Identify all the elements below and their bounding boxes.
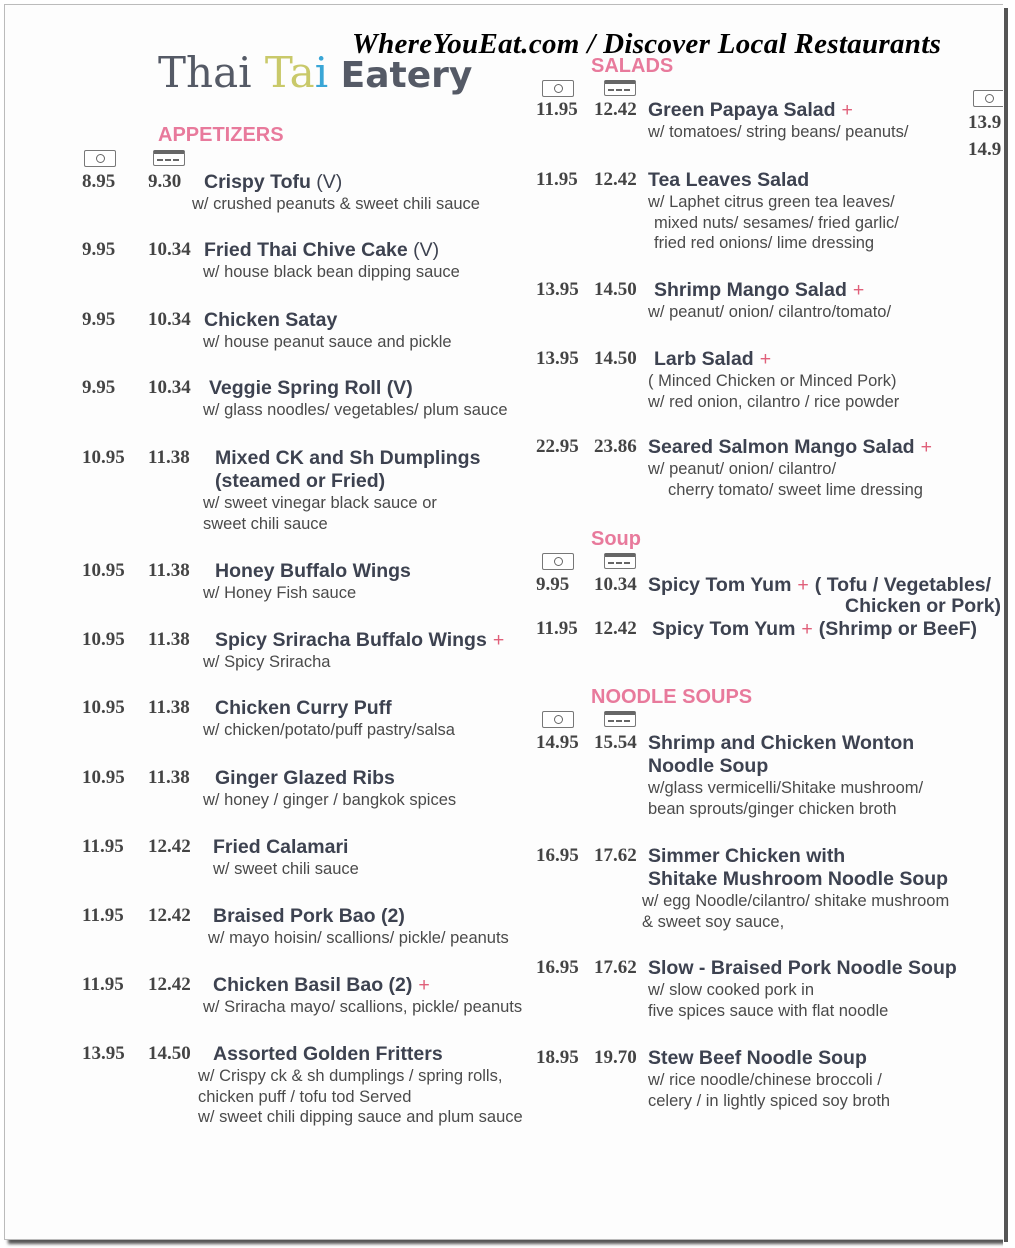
edge-price: 14.9 <box>968 139 1002 160</box>
item-name-text: Honey Buffalo Wings <box>215 560 411 582</box>
item-name-text: Noodle Soup <box>648 755 769 777</box>
item-name-text: Spicy Tom Yum <box>652 618 796 640</box>
item-name <box>648 1047 867 1070</box>
item-name-text: (steamed or Fried) <box>215 470 386 492</box>
item-description: w/ red onion, cilantro / rice powder <box>648 392 900 411</box>
item-description: & sweet soy sauce, <box>642 912 785 931</box>
item-name <box>215 697 392 720</box>
item-description: w/ Honey Fish sauce <box>203 584 357 602</box>
spicy-plus-icon: + <box>801 618 813 640</box>
card-price: 10.34 <box>148 309 191 330</box>
cash-price: 11.95 <box>82 974 124 995</box>
item-description: five spices sauce with flat noodle <box>648 1001 889 1020</box>
item-name <box>652 618 977 641</box>
section-title-appetizers: APPETIZERS <box>158 124 284 146</box>
item-description: w/ house peanut sauce and pickle <box>203 333 452 351</box>
item-name-text: Braised Pork Bao (2) <box>213 905 405 927</box>
logo-i: i <box>314 48 329 97</box>
item-name-text: Stew Beef Noodle Soup <box>648 1047 867 1069</box>
item-name <box>213 974 430 997</box>
card-price: 11.38 <box>148 767 190 788</box>
item-name-text: Spicy Sriracha Buffalo Wings <box>215 629 487 651</box>
item-name <box>213 905 405 928</box>
item-name-text: Mixed CK and Sh Dumplings <box>215 447 481 469</box>
item-name <box>209 377 413 400</box>
item-name <box>648 169 809 192</box>
item-name <box>654 348 771 371</box>
item-name <box>215 629 504 652</box>
logo-thai: Thai <box>158 48 265 97</box>
cash-price: 9.95 <box>536 574 570 595</box>
cash-price: 11.95 <box>82 836 124 857</box>
item-name-text: Larb Salad <box>654 348 754 370</box>
cash-price: 8.95 <box>82 171 116 192</box>
item-description: w/ sweet vinegar black sauce or <box>203 494 437 512</box>
cash-price: 10.95 <box>82 697 125 718</box>
item-description: w/ peanut/ onion/ cilantro/ <box>648 460 837 478</box>
section-title-noodle-soups: NOODLE SOUPS <box>591 686 753 708</box>
item-name <box>648 868 948 891</box>
item-name-text: Chicken Satay <box>204 309 338 331</box>
item-name-text: Veggie Spring Roll (V) <box>209 377 413 399</box>
item-name <box>213 836 348 859</box>
cash-price: 13.95 <box>536 348 579 369</box>
spicy-plus-icon: + <box>920 436 932 458</box>
item-name <box>215 447 480 470</box>
item-name-text: Seared Salmon Mango Salad <box>648 436 915 458</box>
item-description: w/ tomatoes/ string beans/ peanuts/ <box>648 123 909 141</box>
cash-price: 13.95 <box>536 279 579 300</box>
item-name <box>215 560 411 583</box>
cash-price-icon <box>84 150 116 167</box>
card-price: 10.34 <box>148 239 191 260</box>
cash-price: 11.95 <box>536 99 578 120</box>
card-price-icon <box>604 711 636 727</box>
item-description: mixed nuts/ sesames/ fried garlic/ <box>654 213 899 232</box>
card-price: 12.42 <box>594 169 637 190</box>
section-title-soup: Soup <box>591 528 641 550</box>
item-name <box>648 732 914 755</box>
watermark: WhereYouEat.com / Discover Local Restaurants <box>352 28 942 60</box>
item-name <box>648 845 845 868</box>
card-price: 11.38 <box>148 629 190 650</box>
restaurant-logo <box>158 48 472 97</box>
cash-price: 9.95 <box>82 239 116 260</box>
item-description: w/ mayo hoisin/ scallions/ pickle/ peanuts <box>208 929 509 947</box>
item-description: bean sprouts/ginger chicken broth <box>648 799 897 818</box>
item-name-text: Shrimp Mango Salad <box>654 279 847 301</box>
item-description: w/ peanut/ onion/ cilantro/tomato/ <box>648 303 892 321</box>
cash-price: 18.95 <box>536 1047 579 1068</box>
spicy-plus-icon: + <box>841 99 853 121</box>
card-price: 23.86 <box>594 436 637 457</box>
item-name <box>204 239 439 262</box>
card-price: 10.34 <box>148 377 191 398</box>
item-description: w/ honey / ginger / bangkok spices <box>203 791 457 809</box>
item-name <box>213 1043 443 1066</box>
spicy-plus-icon: + <box>418 974 430 996</box>
item-description: celery / in lightly spiced soy broth <box>648 1091 891 1110</box>
card-price: 17.62 <box>594 957 637 978</box>
item-description: w/ Laphet citrus green tea leaves/ <box>648 193 895 211</box>
card-price: 9.30 <box>148 171 182 192</box>
item-description: w/ slow cooked pork in <box>648 981 814 999</box>
vegetarian-tag: (V) <box>407 239 440 261</box>
item-name-text: Fried Calamari <box>213 836 349 858</box>
logo-eatery: Eatery <box>328 55 473 96</box>
card-price: 14.50 <box>594 348 637 369</box>
cash-price: 14.95 <box>536 732 579 753</box>
item-description: w/ house black bean dipping sauce <box>203 263 460 281</box>
item-description: w/ chicken/potato/puff pastry/salsa <box>203 721 455 739</box>
item-description: w/ egg Noodle/cilantro/ shitake mushroom <box>642 892 950 910</box>
cash-price-icon <box>542 80 574 97</box>
item-description: w/ sweet chili sauce <box>213 860 359 878</box>
item-name <box>648 574 991 597</box>
item-description: w/ Sriracha mayo/ scallions, pickle/ peanuts <box>203 998 523 1016</box>
card-price: 15.54 <box>594 732 637 753</box>
edge-price: 13.9 <box>968 112 1002 133</box>
vegetarian-tag: (V) <box>310 171 343 193</box>
cash-price: 22.95 <box>536 436 579 457</box>
item-name <box>215 470 385 493</box>
item-name-text: Green Papaya Salad <box>648 99 836 121</box>
item-description: w/ Spicy Sriracha <box>203 653 331 671</box>
item-name <box>648 99 853 122</box>
item-name-text: Tea Leaves Salad <box>648 169 810 191</box>
item-description: chicken puff / tofu tod Served <box>198 1087 412 1106</box>
cash-price: 11.95 <box>536 169 578 190</box>
item-description: w/ Crispy ck & sh dumplings / spring rolls, <box>198 1067 503 1085</box>
cash-price-icon <box>973 90 1005 107</box>
card-price: 10.34 <box>594 574 637 595</box>
card-price: 12.42 <box>148 905 191 926</box>
item-name-text: Ginger Glazed Ribs <box>215 767 395 789</box>
card-price: 19.70 <box>594 1047 637 1068</box>
item-description: cherry tomato/ sweet lime dressing <box>668 480 923 499</box>
item-description: w/ glass noodles/ vegetables/ plum sauce <box>203 401 508 419</box>
card-price: 12.42 <box>594 99 637 120</box>
item-option-note: ( Tofu / Vegetables/ <box>814 574 992 596</box>
item-name-text: Shrimp and Chicken Wonton <box>648 732 915 754</box>
card-price: 12.42 <box>148 974 191 995</box>
item-name-text: Slow - Braised Pork Noodle Soup <box>648 957 957 979</box>
item-name <box>215 767 395 790</box>
spicy-plus-icon: + <box>797 574 809 596</box>
cash-price: 16.95 <box>536 957 579 978</box>
item-option-note: Chicken or Pork) <box>845 595 1002 617</box>
card-price-icon <box>604 553 636 569</box>
card-price: 17.62 <box>594 845 637 866</box>
item-name-text: Chicken Basil Bao (2) <box>213 974 413 996</box>
item-name <box>204 171 342 194</box>
item-name <box>648 436 932 459</box>
cash-price: 13.95 <box>82 1043 125 1064</box>
card-price: 12.42 <box>594 618 637 639</box>
item-name <box>204 309 337 332</box>
card-price: 11.38 <box>148 697 190 718</box>
item-description: w/ rice noodle/chinese broccoli / <box>648 1071 882 1089</box>
item-description: ( Minced Chicken or Minced Pork) <box>648 372 897 390</box>
cash-price: 10.95 <box>82 560 125 581</box>
item-description: fried red onions/ lime dressing <box>654 234 875 252</box>
cash-price: 10.95 <box>82 447 125 468</box>
logo-ta: Ta <box>264 48 315 97</box>
spicy-plus-icon: + <box>852 279 865 301</box>
card-price: 12.42 <box>148 836 191 857</box>
cash-price: 10.95 <box>82 767 125 788</box>
item-name-text: Shitake Mushroom Noodle Soup <box>648 868 949 890</box>
cash-price: 11.95 <box>536 618 578 639</box>
item-name <box>654 279 864 302</box>
item-name-text: Assorted Golden Fritters <box>213 1043 443 1065</box>
item-name-text: Fried Thai Chive Cake <box>204 239 408 261</box>
cash-price-icon <box>542 553 574 570</box>
cash-price: 10.95 <box>82 629 125 650</box>
item-option-note: (Shrimp or BeeF) <box>818 618 977 640</box>
card-price-icon <box>153 150 185 166</box>
item-name <box>648 755 768 778</box>
item-description: sweet chili sauce <box>203 514 328 533</box>
item-name-text: Crispy Tofu <box>204 171 311 193</box>
cash-price: 11.95 <box>82 905 124 926</box>
cash-price: 9.95 <box>82 377 116 398</box>
card-price: 14.50 <box>148 1043 191 1064</box>
item-description: w/glass vermicelli/Shitake mushroom/ <box>648 779 924 797</box>
card-price: 11.38 <box>148 560 190 581</box>
card-price: 14.50 <box>594 279 637 300</box>
cash-price: 16.95 <box>536 845 579 866</box>
item-description: w/ sweet chili dipping sauce and plum sauce <box>198 1108 523 1126</box>
spicy-plus-icon: + <box>759 348 772 370</box>
page-shadow <box>1004 8 1008 1242</box>
spicy-plus-icon: + <box>492 629 505 651</box>
cash-price-icon <box>542 711 574 728</box>
item-name-text: Chicken Curry Puff <box>215 697 392 719</box>
cash-price: 9.95 <box>82 309 116 330</box>
item-description: w/ crushed peanuts & sweet chili sauce <box>192 195 480 213</box>
section-title-salads: SALADS <box>591 55 674 77</box>
card-price: 11.38 <box>148 447 190 468</box>
item-name <box>648 957 957 980</box>
item-name-text: Simmer Chicken with <box>648 845 846 867</box>
card-price-icon <box>604 80 636 96</box>
item-name-text: Spicy Tom Yum <box>648 574 792 596</box>
